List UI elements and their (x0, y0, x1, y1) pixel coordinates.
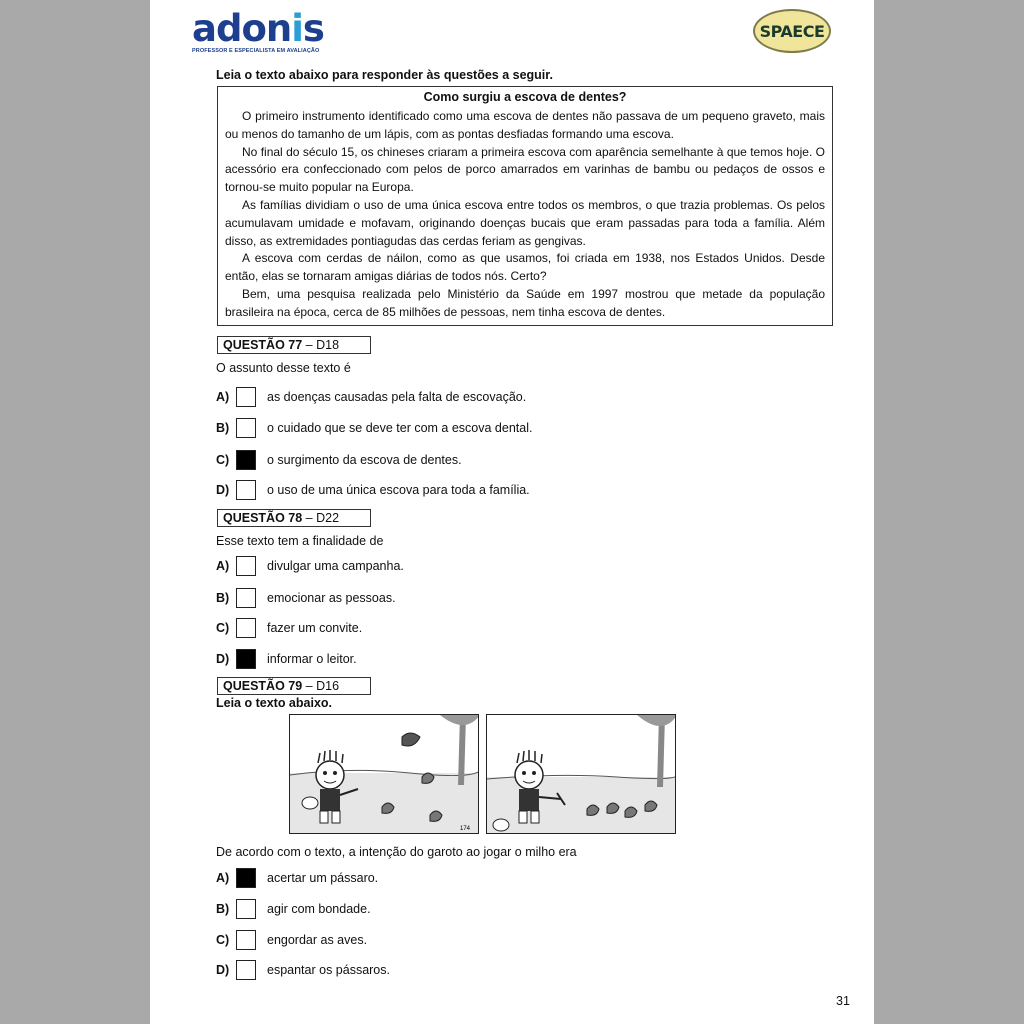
reading-text-box (217, 86, 833, 326)
question-79-intro: Leia o texto abaixo. (216, 696, 333, 710)
q78-option-d[interactable]: D) informar o leitor. (216, 648, 357, 670)
page-number: 31 (836, 994, 850, 1008)
reading-paragraph: Bem, uma pesquisa realizada pelo Ministério da Saúde em 1997 mostrou que metade da população brasileira na época, cerca de 85 milhões de pessoas, nem tinha escova de dentes. (225, 286, 825, 319)
q77-option-a[interactable]: A) as doenças causadas pela falta de escovação. (216, 386, 526, 408)
answer-checkbox[interactable] (236, 480, 256, 500)
reading-paragraph: O primeiro instrumento identificado como uma escova de dentes não passava de um pequeno graveto, mais ou menos do tamanho de um lápis, com as pontas desfiadas formando uma escova. (225, 109, 825, 141)
q79-option-c[interactable]: C) engordar as aves. (216, 929, 367, 951)
q78-option-a[interactable]: A) divulgar uma campanha. (216, 555, 404, 577)
q79-option-b[interactable]: B) agir com bondade. (216, 898, 371, 920)
answer-checkbox[interactable] (236, 960, 256, 980)
instruction-text: Leia o texto abaixo para responder às questões a seguir. (216, 68, 553, 82)
q77-option-c[interactable]: C) o surgimento da escova de dentes. (216, 449, 462, 471)
question-79-stem: De acordo com o texto, a intenção do garoto ao jogar o milho era (216, 845, 577, 859)
question-77-stem: O assunto desse texto é (216, 361, 351, 375)
answer-checkbox[interactable] (236, 868, 256, 888)
answer-checkbox[interactable] (236, 618, 256, 638)
q78-option-c[interactable]: C) fazer um convite. (216, 617, 362, 639)
answer-checkbox[interactable] (236, 450, 256, 470)
q78-option-b[interactable]: B) emocionar as pessoas. (216, 587, 396, 609)
answer-checkbox[interactable] (236, 899, 256, 919)
adonis-logo: adonis PROFESSOR E ESPECIALISTA EM AVALIAÇÃO (192, 7, 324, 54)
answer-checkbox[interactable] (236, 418, 256, 438)
question-78-header: QUESTÃO 78 – D22 (217, 509, 371, 527)
question-79-header: QUESTÃO 79 – D16 (217, 677, 371, 695)
boy-throwing-corn-illustration (290, 715, 479, 834)
comic-panel-2 (486, 714, 676, 834)
q77-option-d[interactable]: D) o uso de uma única escova para toda a família. (216, 479, 530, 501)
answer-checkbox[interactable] (236, 588, 256, 608)
spaece-logo: SPAECE (753, 9, 831, 53)
reading-paragraph: No final do século 15, os chineses criaram a primeira escova com aparência semelhante à que temos hoje. O acessório era confeccionado com pelos de porco amarrados em varinhas de bambu ou pedaços de ossos e tornou-se muito popular na Europa. (225, 144, 825, 195)
comic-panel-1 (289, 714, 479, 834)
reading-title: Como surgiu a escova de dentes? (423, 90, 627, 104)
logo-tagline: PROFESSOR E ESPECIALISTA EM AVALIAÇÃO (192, 48, 320, 54)
answer-checkbox[interactable] (236, 649, 256, 669)
question-78-stem: Esse texto tem a finalidade de (216, 534, 384, 548)
boy-with-slingshot-illustration (487, 715, 676, 834)
reading-paragraph: As famílias dividiam o uso de uma única escova entre todos os membros, o que trazia problemas. Os pelos acumulavam umidade e mofavam, originando doenças bucais que eram passadas para toda a família. Além disso, as extremidades pontiagudas das cerdas feriam as gengivas. (225, 197, 825, 248)
q79-option-a[interactable]: A) acertar um pássaro. (216, 867, 378, 889)
q77-option-b[interactable]: B) o cuidado que se deve ter com a escova dental. (216, 417, 532, 439)
q79-option-d[interactable]: D) espantar os pássaros. (216, 959, 390, 981)
document-page (150, 0, 874, 1024)
answer-checkbox[interactable] (236, 556, 256, 576)
answer-checkbox[interactable] (236, 387, 256, 407)
reading-paragraph: A escova com cerdas de náilon, como as que usamos, foi criada em 1938, nos Estados Unidos. Desde então, elas se tornaram amigas diárias de todos nós. Certo? (225, 251, 825, 284)
question-77-header: QUESTÃO 77 – D18 (217, 336, 371, 354)
comic-number: 174 (460, 826, 471, 832)
answer-checkbox[interactable] (236, 930, 256, 950)
